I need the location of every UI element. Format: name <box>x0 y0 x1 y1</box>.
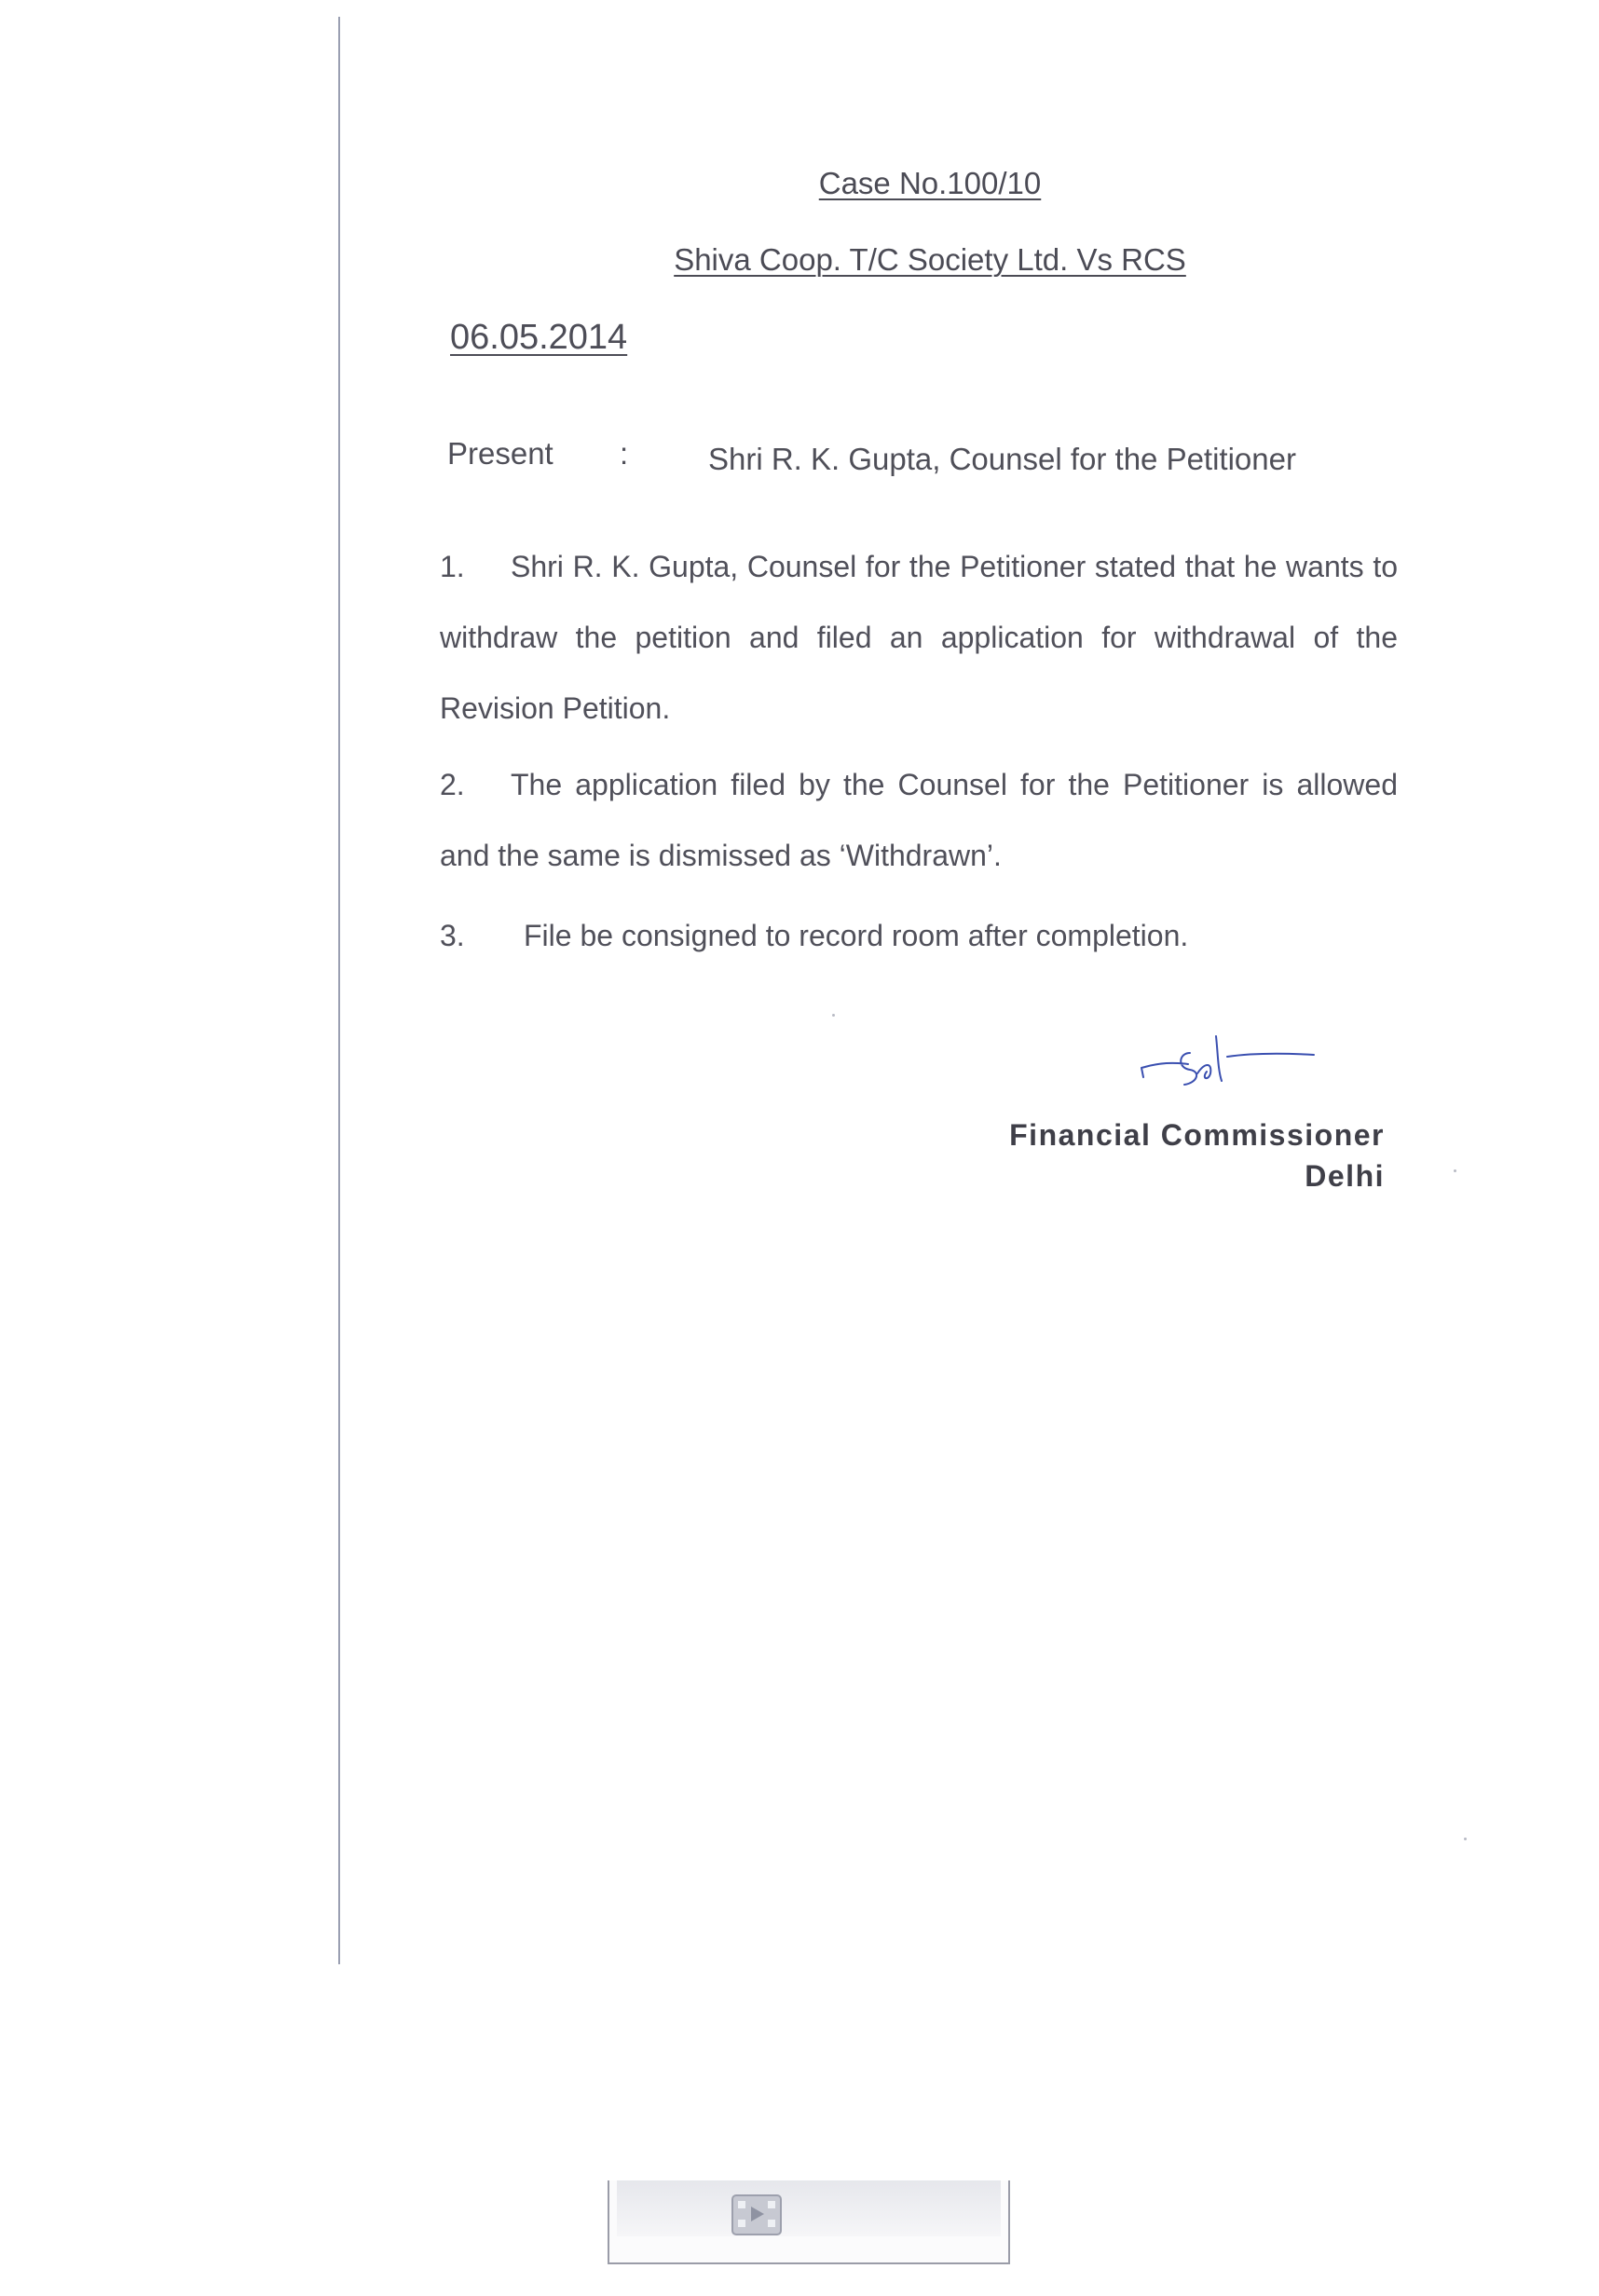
paragraph-number: 2. <box>440 768 465 801</box>
left-margin-line <box>338 17 340 1964</box>
paragraph-text: The application filed by the Counsel for the Petitioner is allowed and the same is dismissed as ‘Withdrawn’. <box>440 768 1398 872</box>
signatory-block <box>1009 1114 1385 1196</box>
scan-speck <box>1464 1838 1467 1840</box>
present-label: Present <box>447 436 554 471</box>
order-date: 06.05.2014 <box>450 318 628 357</box>
signature-stroke <box>1141 1036 1314 1085</box>
order-paragraph-3 <box>440 900 1398 971</box>
present-separator: : <box>620 436 629 471</box>
handwritten-signature <box>1132 1025 1319 1100</box>
present-value: Shri R. K. Gupta, Counsel for the Petitioner <box>708 442 1296 476</box>
signatory-designation: Financial Commissioner <box>1009 1118 1385 1152</box>
scan-speck <box>1454 1169 1456 1172</box>
paragraph-text: File be consigned to record room after completion. <box>524 919 1189 952</box>
order-paragraph-1 <box>440 531 1398 744</box>
paragraph-number: 1. <box>440 550 465 583</box>
case-parties-heading: Shiva Coop. T/C Society Ltd. Vs RCS <box>674 242 1186 277</box>
scan-speck <box>832 1014 835 1017</box>
paragraph-number: 3. <box>440 919 465 952</box>
case-number-heading: Case No.100/10 <box>818 166 1042 200</box>
film-reel-icon <box>729 2188 785 2240</box>
stamp-shading <box>617 2180 1001 2236</box>
paragraph-text: Shri R. K. Gupta, Counsel for the Petitioner stated that he wants to withdraw the petition and filed an application for withdrawal of the Revision Petition. <box>440 550 1398 725</box>
order-paragraph-2 <box>440 749 1398 891</box>
footer-stamp-box <box>608 2180 1010 2264</box>
signatory-place: Delhi <box>1305 1159 1385 1193</box>
